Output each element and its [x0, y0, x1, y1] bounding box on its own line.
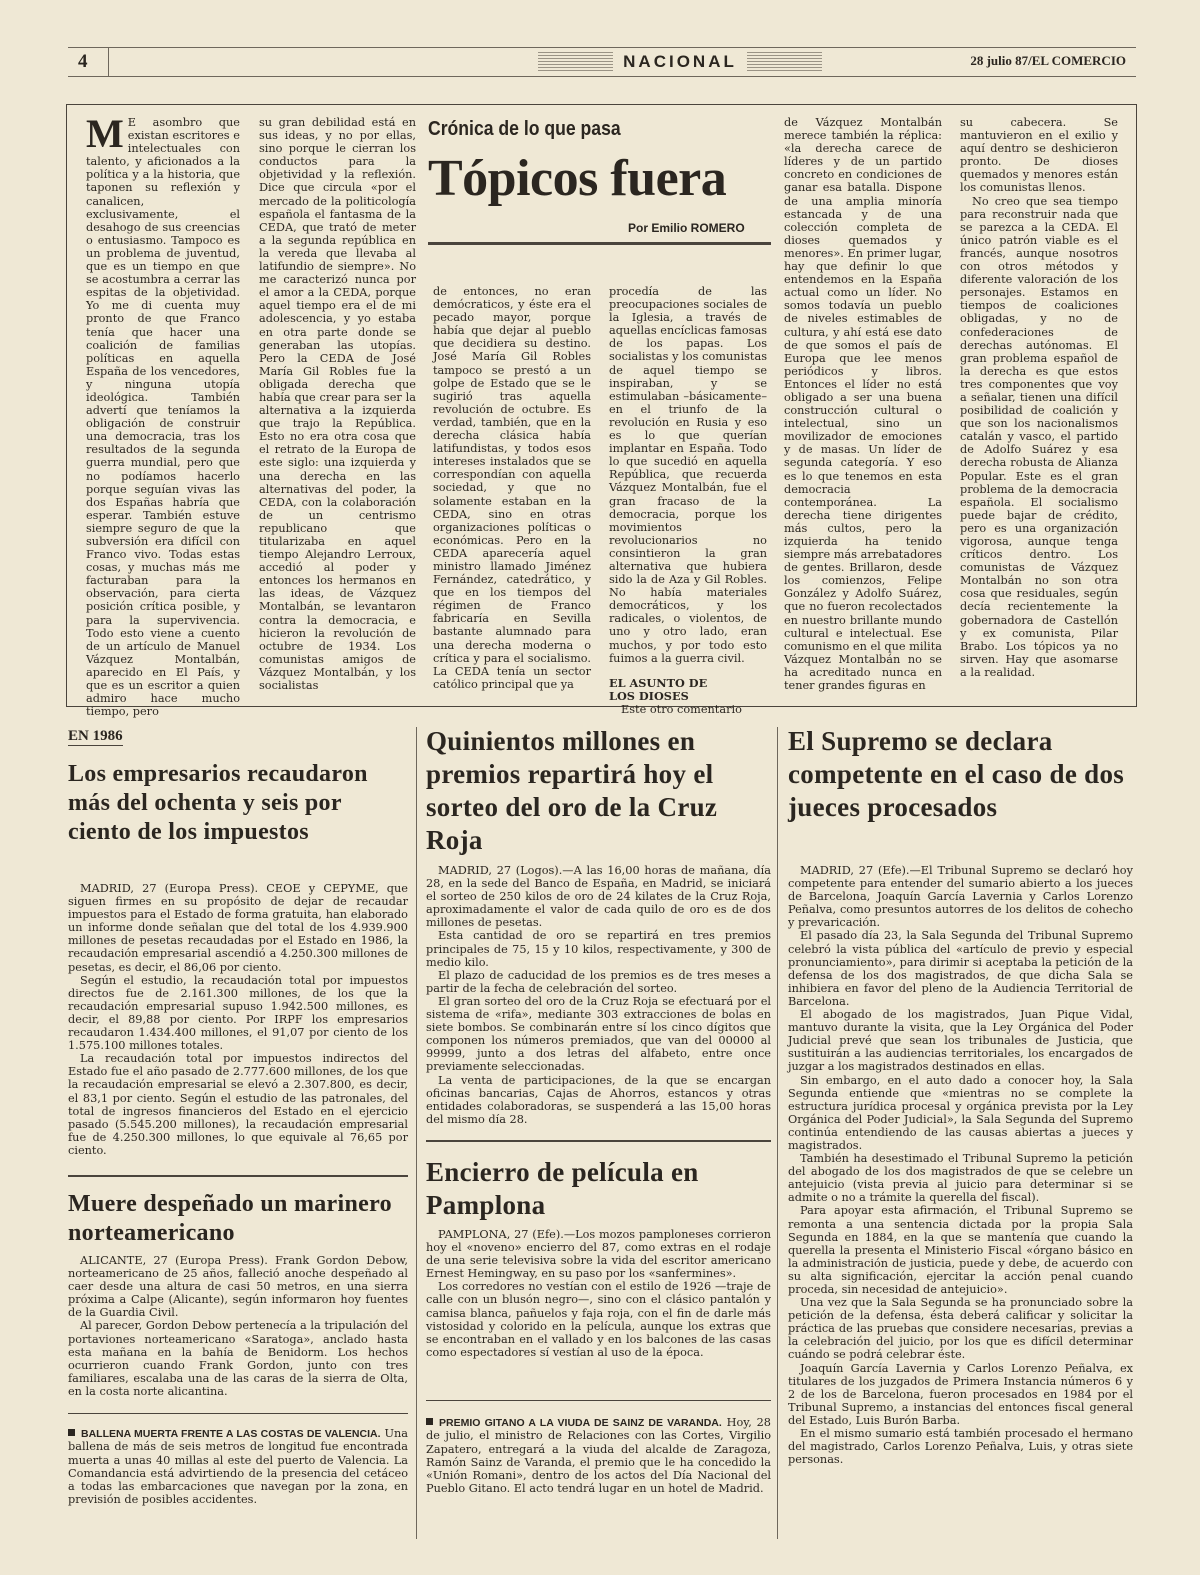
- square-bullet-icon: [426, 1418, 433, 1425]
- title-rule: [428, 242, 771, 245]
- gitano-text: Hoy, 28 de julio, el ministro de Relaciones con las Cortes, Virgilio Zapatero, entregará a la viuda del alcalde de Zaragoza, Ramón Sainz de Varanda, el premio que le ha concedido la «Unión Romani», dentro de los actos del Día Nacional del Pueblo Gitano. El acto tendrá lugar en un hotel de Madrid.: [426, 1416, 771, 1496]
- cronica-col1-text: E asombro que existan escritores e intelectuales con talento, y aficionados a la política y a la historia, que taponen su reflexión y canalicen, exclusivamente, el desahogo de sus creencias o entusiasmo. Tampoco es un problema de juventud, que es un tiempo en que se acostumbra a cerrar las espitas de la objetividad. Yo me di cuenta muy pronto de que Franco tenía que hacer una coalición de familias políticas en aquella España de los vencedores, y ninguna utopía ideológica. También advertí que teníamos la obligación de construir una democracia, tras los resultados de la segunda guerra mundial, pero que no podíamos hacerlo porque seguían vivas las dos Españas habría que esperar. También estuve siempre seguro de que la subversión era difícil con Franco vivo. Todas estas cosas, y muchas más me facturaban para la observación, para cierta posición crítica posible, y para la supervivencia. Todo esto viene a cuento de un artículo de Manuel Vázquez Montalbán, aparecido en El País, y que es un escritor a quien admiro hace mucho tiempo, pero: [86, 116, 240, 719]
- cronica-byline: Por Emilio ROMERO: [628, 221, 745, 235]
- cronica-subhead: EL ASUNTO DE LOS DIOSES: [609, 675, 708, 703]
- gitano-lead: PREMIO GITANO A LA VIUDA DE SAINZ DE VARANDA.: [439, 1417, 722, 1429]
- square-bullet-icon: [68, 1429, 75, 1436]
- ballena-lead: BALLENA MUERTA FRENTE A LAS COSTAS DE VALENCIA.: [81, 1428, 381, 1440]
- supremo-paragraph-8: Joaquín García Lavernia y Carlos Lorenzo Peñalva, ex titulares de los juzgados de Primera Instancia números 6 y 2 de los de Barcelona, fueron procesados en 1984 por el Tribunal Supremo, a instancias del entonces fiscal general del Estado, Luis Burón Barba.: [788, 1361, 1133, 1427]
- impuestos-headline: Los empresarios recaudaron más del ochenta y seis por ciento de los impuestos: [68, 761, 368, 845]
- cronica-col6-text: su cabecera. Se mantuvieron en el exilio y aquí dentro se deshicieron pronto. De dioses quemados y menores están los comunistas llenos.: [960, 116, 1118, 195]
- marinero-paragraph-1: ALICANTE, 27 (Europa Press). Frank Gordon Debow, norteamericano de 25 años, falleció anoche despeñado al caer desde una altura de casi 50 metros, en una sierra próxima a Calpe (Alicante), según informaron hoy fuentes de la Guardia Civil.: [68, 1254, 408, 1320]
- brief-divider: [426, 1400, 771, 1401]
- supremo-paragraph-7: Una vez que la Sala Segunda se ha pronunciado sobre la petición de la defensa, ésta deberá calificar y solicitar la práctica de las pruebas que considere necesarias, previas a la celebración del juicio, por los que es difícil determinar cuándo se podrá celebrar éste.: [788, 1296, 1133, 1362]
- impuestos-paragraph-1: MADRID, 27 (Europa Press). CEOE y CEPYME, que siguen firmes en su propósito de dejar de recaudar impuestos para el Estado de forma gratuita, han elaborado un informe donde señalan que del total de los 4.939.900 millones de pesetas recaudadas por el Estado en 1986, la recaudación empresarial ascendió a 4.250.300 millones de pesetas, es decir, el 86,06 por ciento.: [68, 882, 408, 974]
- supremo-paragraph-3: El abogado de los magistrados, Juan Pique Vidal, mantuvo durante la visita, que la Ley Orgánica del Poder Judicial prevé que sean los tribunales de Justicia, que sustituirán a las audiencias territoriales, los encargados de juzgar a los magistrados destinados en ellas.: [788, 1008, 1133, 1074]
- impuestos-kicker: EN 1986: [68, 728, 123, 744]
- page-number: 4: [68, 48, 109, 76]
- cronica-col2-text: su gran debilidad está en sus ideas, y no por ellas, sino porque le cierran los conductos para la objetividad y la reflexión. Dice que circula «por el mercado de la politicología española el fantasma de la CEDA, que trató de meter a la segunda república en la vereda que llevaba al latifundio de siempre». No me caracterizó nunca por el amor a la CEDA, porque aquel tiempo era el de mi adolescencia, y yo estaba en otra parte donde se generaban las utopías. Pero la CEDA de José María Gil Robles fue la obligada derecha que había que crear para ser la alternativa a la izquierda que trajo la República. Esto no era otra cosa que el retrato de la Europa de este siglo: una izquierda y una derecha en las alternativas del poder, la CEDA, con la colaboración de un centrismo republicano que titularizaba en aquel tiempo Alejandro Lerroux, accedió al poder y entonces los hermanos en las ideas, de Vázquez Montalbán, se levantaron contra la democracia, e hicieron la revolución de octubre de 1934. Los comunistas amigos de Vázquez Montalbán, y los socialistas: [259, 116, 416, 693]
- supremo-paragraph-2: El pasado día 23, la Sala Segunda del Tribunal Supremo celebró la vista pública del «artículo de previo y especial pronunciamiento», para dirimir si aceptaba la petición de la defensa de los dos magistrados, de que dicha Sala se inhibiera en favor del pleno de la Audiencia Territorial de Barcelona.: [788, 929, 1133, 1008]
- encierro-paragraph-1: PAMPLONA, 27 (Efe).—Los mozos pamploneses corrieron hoy el «noveno» encierro del 87, como extras en el rodaje de una serie televisiva sobre la vida del escritor americano Ernest Hemingway, en su paso por los «sanfermines».: [426, 1228, 771, 1281]
- ballena-text: Una ballena de más de seis metros de longitud fue encontrada muerta a unas 40 millas al este del puerto de Valencia. La Comandancia está advirtiendo de la presencia del cetáceo a todas las embarcaciones que navegan por la zona, en previsión de posibles accidentes.: [68, 1427, 408, 1507]
- column-rule-left: [416, 727, 417, 1539]
- impuestos-body: [68, 882, 408, 1157]
- column-rule-right: [777, 727, 778, 1539]
- sorteo-body: [426, 864, 771, 1126]
- cronica-col4-text: procedía de las preocupaciones sociales de la Iglesia, a través de aquellas encíclicas famosas de los papas. Los socialistas y los comunistas de aquel tiempo se inspiraban, y se estimulaban –básicamente– en el triunfo de la revolución en Rusia y eso es lo que querían implantar en España. Todo lo que sucedió en aquella República, que recuerda Vázquez Montalbán, fue el gran fracaso de la democracia, porque los movimientos revolucionarios no consintieron la gran alternativa que hubiera sido la de Aza y Gil Robles. No había materiales democráticos, y los radicales, o violentos, de uno y otro lado, eran muchos, y por todo esto fuimos a la guerra civil.: [609, 285, 767, 665]
- marinero-paragraph-2: Al parecer, Gordon Debow pertenecía a la tripulación del portaviones norteamericano «Saratoga», anclado hasta esta mañana en la bahía de Benidorm. Los hechos ocurrieron cuando Frank Gordon, junto con tres familiares, escalaba una de las caras de la sierra de Olta, en la costa norte alicantina.: [68, 1319, 408, 1398]
- brief-divider: [68, 1413, 408, 1414]
- cronica-column-4: [609, 285, 767, 716]
- sorteo-paragraph-4: El gran sorteo del oro de la Cruz Roja se efectuará por el sistema de «rifa», mediante 303 extracciones de bolas en siete bombos. Se combinarán entre sí los cinco dígitos que componen los números premiados, que van del 00000 al 99999, junto a dos letras del alfabeto, entre once previamente seleccionadas.: [426, 994, 771, 1074]
- supremo-paragraph-4: Sin embargo, en el auto dado a conocer hoy, la Sala Segunda entiende que «mientras no se complete la estructura jurídica procesal y orgánica prevista por la Ley Orgánica del Poder Judicial», la Sala Segunda del Supremo continúa entendiendo de las causas abiertas a jueces y magistrados.: [788, 1073, 1133, 1152]
- dateline: 28 julio 87/EL COMERCIO: [970, 53, 1126, 68]
- marinero-headline: Muere despeñado un marinero norteamericano: [68, 1191, 392, 1246]
- supremo-paragraph-5: También ha desestimado el Tribunal Supremo la petición del abogado de los dos magistrados de que se celebre un antejuicio (vista previa al juicio para determinar si se admite o no a trámite la querella del fiscal).: [788, 1152, 1133, 1205]
- cronica-column-1: [86, 111, 240, 719]
- sorteo-paragraph-3: El plazo de caducidad de los premios es de tres meses a partir de la fecha de celebración del sorteo.: [426, 968, 771, 995]
- cronica-column-6: [960, 116, 1118, 679]
- page-header: [68, 47, 1136, 77]
- cronica-col4-tail: Este otro comentario: [621, 702, 742, 716]
- gitano-brief: [426, 1416, 771, 1496]
- supremo-body: [788, 864, 1133, 1466]
- cronica-kicker: Crónica de lo que pasa: [428, 118, 621, 140]
- ballena-brief: [68, 1427, 408, 1507]
- sorteo-paragraph-5: La venta de participaciones, de la que se encargan oficinas bancarias, Cajas de Ahorros, estancos y otras entidades colaboradoras, se suspenderá a las 15,00 horas del mismo día 28.: [426, 1073, 771, 1126]
- supremo-paragraph-6: Para apoyar esta afirmación, el Tribunal Supremo se remonta a una sentencia dictada por la propia Sala Segunda en 1884, en la que se mantenía que cuando la querella la presenta el Ministerio Fiscal «órgano básico en la administración de justicia, puede y debe, de acuerdo con su alta significación, ejercitar la acción penal cuando proceda, sin necesidad de antejuicio».: [788, 1204, 1133, 1296]
- article-divider: [426, 1140, 771, 1142]
- encierro-paragraph-2: Los corredores no vestían con el estilo de 1926 —traje de calle con un blusón negro—, sino con el clásico pantalón y camisa blanca, pañuelos y faja roja, con el fin de darle más vistosidad y colorido en la película, aunque los extras que se encontraban en el vallado y en los balcones de las casas como espectadores sí vestían al uso de la época.: [426, 1280, 771, 1359]
- cronica-col6-paragraph: No creo que sea tiempo para reconstruir nada que se parezca a la CEDA. El único patrón viable es el francés, aunque nosotros con otros métodos y diferente valoración de los personajes. Estamos en tiempos de coaliciones obligadas, y no de confederaciones de derechas autónomas. El gran problema español de la derecha es que estos tres componentes que voy a señalar, tienen una difícil posibilidad de coalición y que son los nacionalismos catalán y vasco, el partido de Adolfo Suárez y esa derecha robusta de Alianza Popular. Este es el gran problema de la democracia española. El socialismo puede bajar de crédito, pero es una organización vigorosa, aunque tenga críticos dentro. Los comunistas de Vázquez Montalbán no son otra cosa que residuales, según decía recientemente la gobernadora de Castellón y ex comunista, Pilar Brabo. Los tópicos ya no sirven. Hay que asomarse a la realidad.: [960, 194, 1118, 679]
- encierro-headline: Encierro de película en Pamplona: [426, 1157, 699, 1220]
- cronica-column-5: [784, 116, 942, 692]
- cronica-title: Tópicos fuera: [428, 150, 727, 207]
- section-label: NACIONAL: [613, 52, 747, 71]
- article-divider: [68, 1175, 408, 1177]
- supremo-headline: El Supremo se declara competente en el caso de dos jueces procesados: [788, 726, 1125, 822]
- supremo-paragraph-9: En el mismo sumario está también procesado el hermano del magistrado, Carlos Lorenzo Peñalva, Luis, y otras siete personas.: [788, 1427, 1133, 1467]
- supremo-paragraph-1: MADRID, 27 (Efe).—El Tribunal Supremo se declaró hoy competente para entender del sumario abierto a los jueces de Barcelona, Joaquín García Lavernia y Carlos Lorenzo Peñalva, como presuntos autorres de los delitos de cohecho y prevaricación.: [788, 864, 1133, 930]
- impuestos-paragraph-3: La recaudación total por impuestos indirectos del Estado fue el año pasado de 2.777.600 millones, de los que la recaudación empresarial se elevó a 2.307.800, es decir, el 83,1 por ciento. Según el estudio de las patronales, del total de ingresos financieros del Estado en el ejercicio pasado (5.545.200 millones), la recaudación empresarial fue de 4.250.300 millones, lo que equivale al 76,65 por ciento.: [68, 1052, 408, 1157]
- section-title: [538, 50, 822, 73]
- cronica-col5-text: de Vázquez Montalbán merece también la réplica: «la derecha carece de líderes y de un partido concreto en condiciones de ganar esa batalla. Dispone de una amplia minoría estancada y de una colección completa de dioses quemados y menores». En primer lugar, hay que definir lo que entendemos en la España actual como un líder. No somos todavía un pueblo de niveles estimables de cultura, y ahí está ese dato de que somos el país de Europa que lee menos periódicos y libros. Entonces el líder no está obligado a ser una buena construcción cultural o intelectual, sino un movilizador de emociones y de masas. Un líder de segunda categoría. Y eso es lo que tenemos en esta democracia contemporánea. La derecha tiene dirigentes más cultos, pero la izquierda ha tenido siempre más arrebatadores de gentes. Brillaron, desde los comienzos, Felipe González y Adolfo Suárez, que no fueron recolectados en nuestro brillante mundo cultural e intelectual. Ese comunismo en el que milita Vázquez Montalbán no se ha acreditado nunca en tener grandes figuras en: [784, 116, 942, 693]
- cronica-column-3: [433, 285, 591, 691]
- marinero-body: [68, 1254, 408, 1398]
- sorteo-headline: Quinientos millones en premios repartirá hoy el sorteo del oro de la Cruz Roja: [426, 726, 718, 855]
- cronica-column-2: [259, 116, 416, 692]
- sorteo-paragraph-1: MADRID, 27 (Logos).—A las 16,00 horas de mañana, día 28, en la sede del Banco de España, en Madrid, se iniciará el sorteo de 250 kilos de oro de 24 kilates de la Cruz Roja, aproximadamente el valor de cada quilo de oro es de dos millones de pesetas.: [426, 864, 771, 930]
- cronica-col3-text: de entonces, no eran demócraticos, y éste era el pecado mayor, porque había que dejar al pueblo que decidiera su destino. José María Gil Robles tampoco se prestó a un golpe de Estado que se le sugirió tras aquella revolución de octubre. Es verdad, también, que en la derecha clásica había latifundistas, y todos esos intereses instalados que se correspondían con aquella sociedad, y que no solamente estaban en la CEDA, sino en otras organizaciones políticas o económicas. Pero en la CEDA aparecería aquel ministro llamado Jiménez Fernández, catedrático, y que en los tiempos del régimen de Franco fabricaría en Sevilla bastante alumnado para una derecha moderna o crítica y para el socialismo. La CEDA tenía un sector católico principal que ya: [433, 285, 591, 691]
- sorteo-paragraph-2: Esta cantidad de oro se repartirá en tres premios principales de 75, 15 y 10 kilos, respectivamente, y 300 de medio kilo.: [426, 929, 771, 969]
- impuestos-paragraph-2: Según el estudio, la recaudación total por impuestos directos fue de 2.161.300 millones, de los que la recaudación empresarial supuso 1.942.500 millones, es decir, el 89,88 por ciento. Por IRPF los empresarios recaudaron 1.434.400 millones, el 91,07 por ciento de los 1.575.100 millones totales.: [68, 973, 408, 1053]
- drop-cap: M: [86, 111, 124, 156]
- encierro-body: [426, 1228, 771, 1359]
